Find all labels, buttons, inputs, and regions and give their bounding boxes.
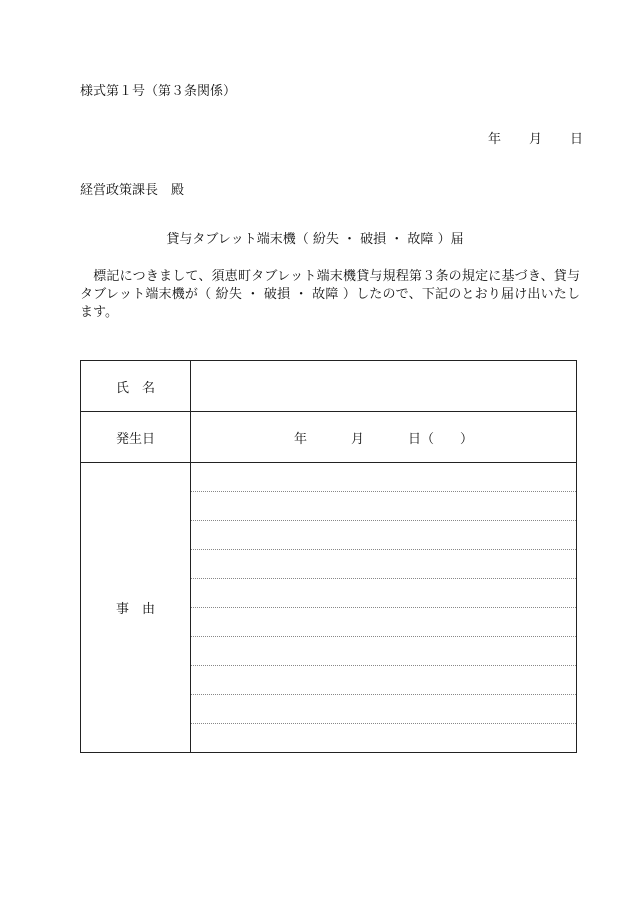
name-label: 氏 名	[81, 361, 191, 412]
document-title: 貸与タブレット端末機（ 紛失 ・ 破損 ・ 故障 ）届	[166, 232, 464, 247]
occurrence-date-row	[81, 412, 577, 463]
occurrence-month-label: 月	[350, 431, 364, 447]
reason-line[interactable]	[191, 492, 576, 521]
reason-field[interactable]	[191, 463, 577, 753]
occurrence-year-label: 年	[293, 431, 307, 447]
reason-line[interactable]	[191, 521, 576, 550]
occurrence-date-label: 発生日	[81, 412, 191, 463]
reason-lines	[191, 463, 576, 752]
reason-line[interactable]	[191, 608, 576, 637]
report-form-table	[80, 360, 577, 753]
date-year-label: 年	[488, 132, 502, 147]
reason-label: 事 由	[81, 463, 191, 753]
body-text: 標記につきまして、須恵町タブレット端末機貸与規程第３条の規定に基づき、貸与タブレット端末機が（ 紛失 ・ 破損 ・ 故障 ）したので、下記のとおり届け出いたします。	[80, 269, 580, 320]
reason-line[interactable]	[191, 637, 576, 666]
reason-line[interactable]	[191, 695, 576, 724]
form-number: 様式第１号（第３条関係）	[80, 84, 237, 99]
body-paragraph	[80, 268, 580, 322]
name-field[interactable]	[191, 361, 577, 412]
reason-line[interactable]	[191, 463, 576, 492]
reason-line[interactable]	[191, 550, 576, 579]
reason-line[interactable]	[191, 666, 576, 695]
date-month-label: 月	[529, 132, 543, 147]
addressee: 経営政策課長 殿	[80, 183, 185, 198]
reason-line[interactable]	[191, 579, 576, 608]
reason-row	[81, 463, 577, 753]
occurrence-day-label: 日（ ）	[408, 431, 474, 447]
occurrence-date-field[interactable]	[191, 412, 577, 463]
submission-date	[488, 128, 583, 147]
date-day-label: 日	[570, 132, 584, 147]
reason-line[interactable]	[191, 724, 576, 752]
name-row	[81, 361, 577, 412]
